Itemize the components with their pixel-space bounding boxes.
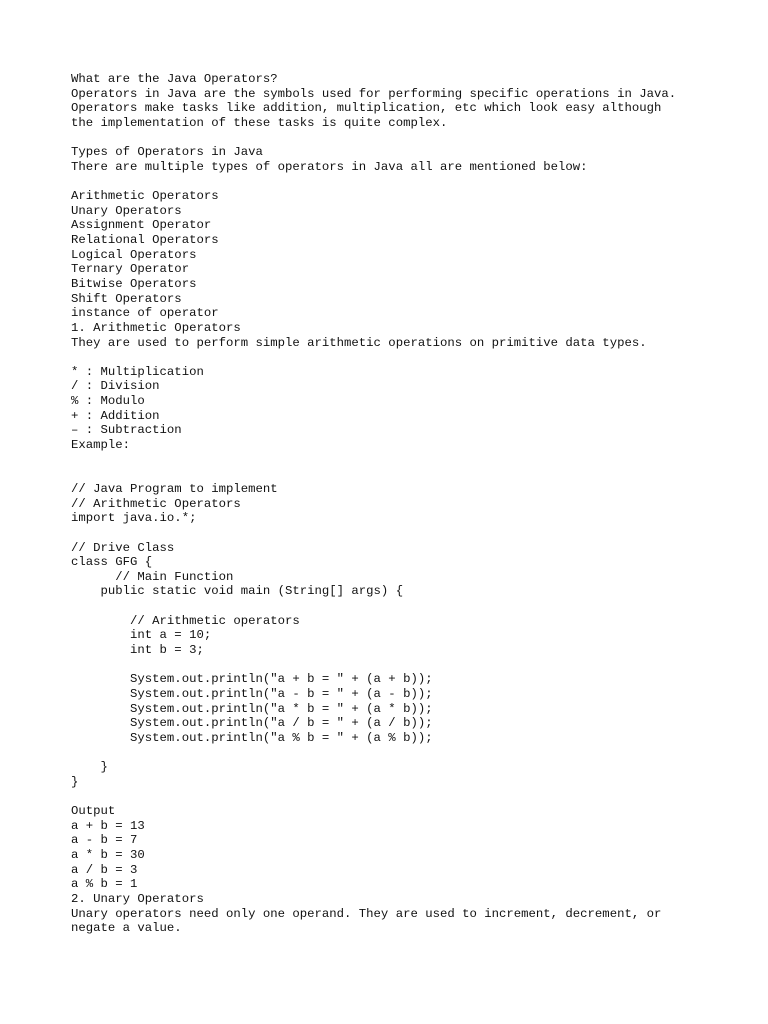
text-line: – : Subtraction — [71, 423, 182, 438]
blank-line — [71, 453, 751, 468]
text-line: a + b = 13 — [71, 818, 145, 833]
text-line: a % b = 1 — [71, 877, 138, 892]
text-line: Ternary Operator — [71, 262, 190, 277]
text-line: // Main Function — [71, 569, 234, 584]
text-line: // Arithmetic Operators — [71, 496, 241, 511]
text-line: Types of Operators in Java — [71, 145, 263, 160]
blank-line — [71, 658, 751, 673]
blank-line — [71, 467, 751, 482]
blank-line — [71, 745, 751, 760]
text-line: * : Multiplication — [71, 364, 204, 379]
text-line: % : Modulo — [71, 394, 145, 409]
blank-line — [71, 350, 751, 365]
text-line: // Arithmetic operators — [71, 613, 300, 628]
text-line: What are the Java Operators? — [71, 72, 278, 86]
text-line: the implementation of these tasks is quite complex. — [71, 115, 448, 130]
text-line: a - b = 7 — [71, 833, 138, 848]
text-line: Arithmetic Operators — [71, 189, 219, 204]
text-line: } — [71, 774, 79, 789]
text-line: System.out.println("a + b = " + (a + b)); — [71, 672, 433, 687]
document-page — [71, 72, 751, 936]
text-line: Relational Operators — [71, 233, 219, 248]
text-line: Unary Operators — [71, 203, 182, 218]
text-line: int a = 10; — [71, 628, 212, 643]
text-line: negate a value. — [71, 921, 182, 936]
text-line: 2. Unary Operators — [71, 891, 204, 906]
text-line: class GFG { — [71, 555, 153, 570]
text-line: instance of operator — [71, 306, 219, 321]
text-line: System.out.println("a % b = " + (a % b)); — [71, 730, 433, 745]
text-line: 1. Arithmetic Operators — [71, 320, 241, 335]
blank-line — [71, 526, 751, 541]
text-line: System.out.println("a / b = " + (a / b)); — [71, 716, 433, 731]
text-line: } — [71, 760, 108, 775]
text-line: Output — [71, 804, 116, 819]
blank-line — [71, 789, 751, 804]
text-line: Example: — [71, 438, 131, 453]
text-line: int b = 3; — [71, 642, 204, 657]
text-line: System.out.println("a - b = " + (a - b)); — [71, 686, 433, 701]
text-line: Assignment Operator — [71, 218, 212, 233]
text-line: Operators in Java are the symbols used for performing specific operations in Java. — [71, 86, 677, 101]
text-line: System.out.println("a * b = " + (a * b)); — [71, 701, 433, 716]
text-line: // Drive Class — [71, 540, 175, 555]
blank-line — [71, 131, 751, 146]
text-line: Bitwise Operators — [71, 276, 197, 291]
blank-line — [71, 174, 751, 189]
text-line: Unary operators need only one operand. They are used to increment, decrement, or — [71, 906, 662, 921]
text-line: Operators make tasks like addition, multiplication, etc which look easy although — [71, 101, 662, 116]
text-line: + : Addition — [71, 408, 160, 423]
text-line: / : Division — [71, 379, 160, 394]
text-line: // Java Program to implement — [71, 481, 278, 496]
text-line: Logical Operators — [71, 247, 197, 262]
text-line: import java.io.*; — [71, 511, 197, 526]
text-line: a * b = 30 — [71, 847, 145, 862]
text-line: There are multiple types of operators in Java all are mentioned below: — [71, 159, 588, 174]
text-line: a / b = 3 — [71, 862, 138, 877]
text-line: They are used to perform simple arithmetic operations on primitive data types. — [71, 335, 647, 350]
blank-line — [71, 599, 751, 614]
text-line: Shift Operators — [71, 291, 182, 306]
text-line: public static void main (String[] args) { — [71, 584, 404, 599]
